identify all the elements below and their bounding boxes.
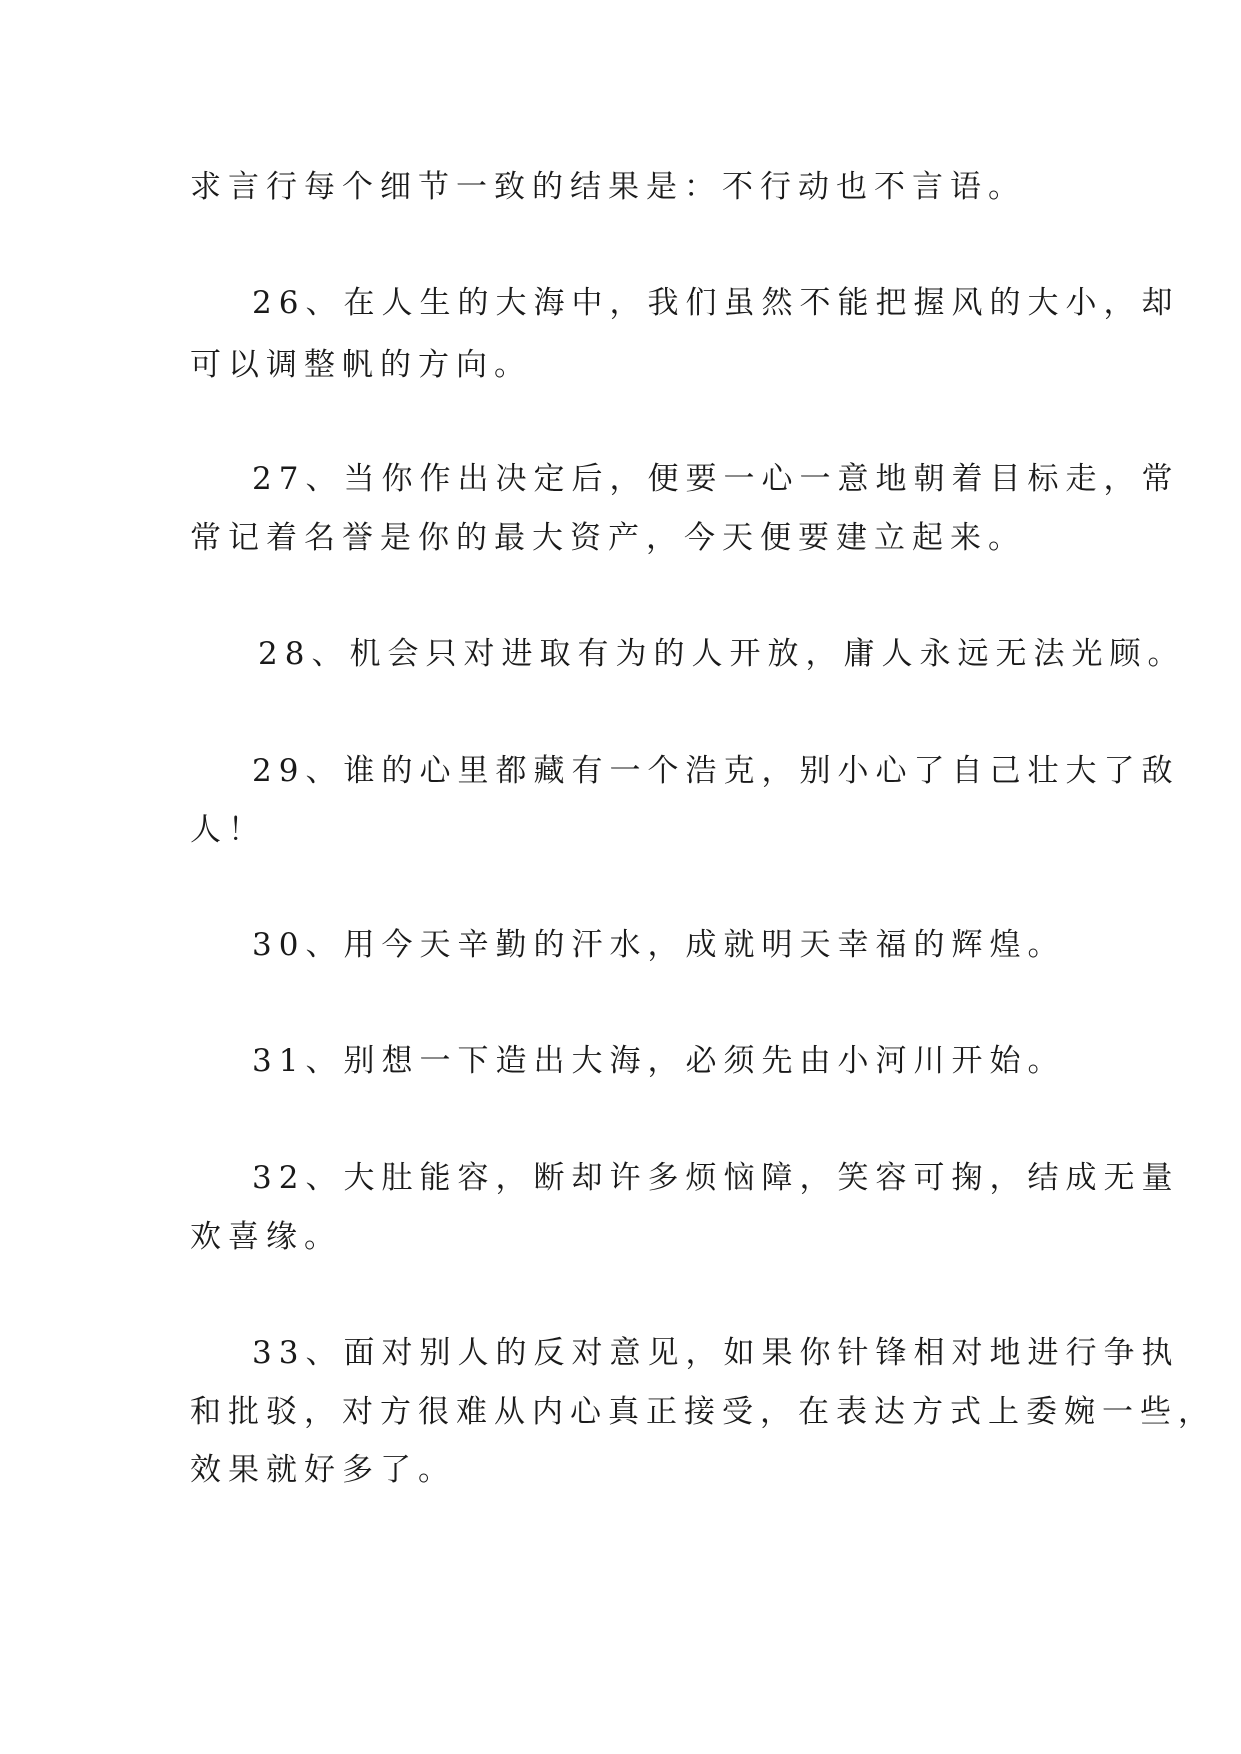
text-line: 32、大肚能容，断却许多烦恼障，笑容可掬，结成无量 <box>252 1160 1180 1196</box>
text-line: 30、用今天辛勤的汗水，成就明天幸福的辉煌。 <box>252 927 1066 963</box>
text-line: 27、当你作出决定后，便要一心一意地朝着目标走，常 <box>252 461 1180 497</box>
text-line: 效果就好多了。 <box>190 1452 456 1488</box>
text-line: 常记着名誉是你的最大资产，今天便要建立起来。 <box>190 520 1026 556</box>
text-line: 欢喜缘。 <box>190 1219 342 1255</box>
text-line: 人！ <box>190 812 266 848</box>
text-line: 33、面对别人的反对意见，如果你针锋相对地进行争执 <box>252 1335 1180 1371</box>
text-line: 28、机会只对进取有为的人开放，庸人永远无法光顾。 <box>258 636 1186 672</box>
text-line: 26、在人生的大海中，我们虽然不能把握风的大小，却 <box>252 285 1180 321</box>
text-line: 31、别想一下造出大海，必须先由小河川开始。 <box>252 1043 1066 1079</box>
text-line: 29、谁的心里都藏有一个浩克，别小心了自己壮大了敌 <box>252 753 1180 789</box>
text-line: 可以调整帆的方向。 <box>190 347 532 383</box>
text-line: 求言行每个细节一致的结果是：不行动也不言语。 <box>190 169 1026 205</box>
text-line: 和批驳，对方很难从内心真正接受，在表达方式上委婉一些， <box>190 1394 1216 1430</box>
